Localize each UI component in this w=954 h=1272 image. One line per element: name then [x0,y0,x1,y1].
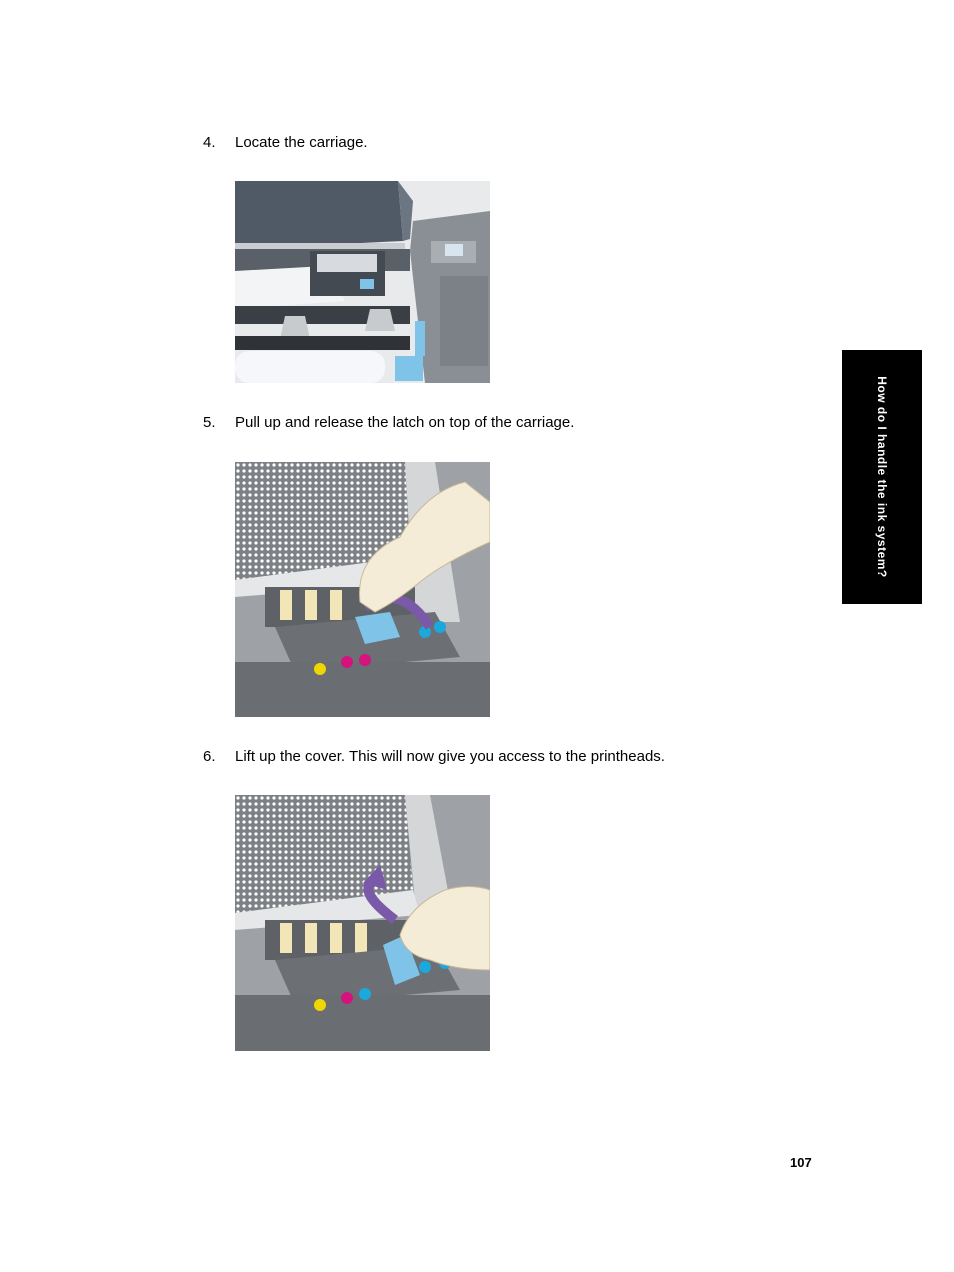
page-number: 107 [790,1155,812,1170]
figure-release-latch [235,462,490,717]
figure-lift-cover [235,795,490,1051]
step-4 [203,134,368,152]
step-5 [203,414,574,432]
step-text: Lift up the cover. This will now give you access to the printheads. [235,748,665,765]
chapter-side-tab [842,350,922,604]
side-tab-label: How do I handle the ink system? [875,376,889,578]
step-text: Pull up and release the latch on top of the carriage. [235,414,575,431]
step-text: Locate the carriage. [235,134,368,151]
step-number: 5. [203,414,216,431]
figure-locate-carriage [235,181,490,383]
step-number: 4. [203,134,216,151]
step-number: 6. [203,748,216,765]
step-6 [203,748,665,766]
